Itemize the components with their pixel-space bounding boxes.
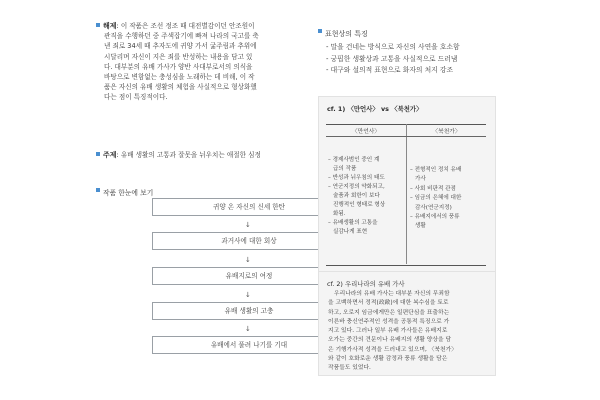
table-cell-line: – 유배지에서의 풍류 [410,214,460,221]
table-cell-line: – 사회 비판적 관점 [410,185,456,192]
down-arrow-icon: ↓ [245,256,251,264]
flow-step: 귀양 온 자신의 신세 한탄 [152,198,346,216]
paragraph-line: 을 고백하면서 정적(政敵)에 대한 복수심을 토로 [328,300,449,307]
summary-paragraph [96,21,306,103]
table-cell-line: 술품과 회한이 보다 [333,193,380,199]
table-cell-line: – 반성과 뉘우침의 태도 [328,175,385,181]
table-cell-line: 진행적인 형태로 형상 [333,202,386,208]
summary-line: 관직을 수행하던 중 주색잡기에 빠져 나라의 국고를 축 [104,32,259,41]
table-cell-line: 생활 [415,223,426,230]
paragraph-line: 지고 있다. 그러나 일부 유배 가사들은 유배지로 [328,328,448,335]
paragraph-line: 이른바 충신연주적인 성격을 공통적 특징으로 가 [328,318,450,325]
features-title: 표현상의 특징 [325,30,368,38]
table-cell-line: 화됨. [333,211,346,217]
theme-section [96,150,316,160]
table-cell-line: 실감나게 표현 [333,229,368,235]
flow-step: 유배 생활의 고충 [152,302,346,320]
flow-step: 과거사에 대한 회상 [152,232,346,250]
down-arrow-icon: ↓ [245,291,251,299]
flow-title: 작품 한눈에 보기 [103,189,154,197]
feature-item: - 말을 건네는 방식으로 자신의 사연을 호소함 [326,43,460,51]
table-cell-line: 감사(연군지정) [415,204,452,211]
table-cell-line: – 유배생활의 고통을 [328,220,378,226]
summary-line: 다. 대부분의 유배 가사가 양반 사대부로서의 의식을 [104,62,253,71]
exile-gasa-paragraph [328,290,492,374]
summary-line: : 이 작품은 조선 정조 때 대전별감이던 안조원이 [116,22,255,30]
manonsa-column [328,156,406,237]
paragraph-line: 오가는 중간의 견문이나 유배지의 생활 양상을 담 [328,337,452,344]
table-cell-line: – 임금의 은혜에 대한 [410,195,462,202]
table-cell-line: – 전형적인 정치 유배 [410,167,462,173]
paragraph-line: 은 기행가사적 성격을 드러내고 있으며, 〈북천가〉 [328,346,458,353]
summary-line: 품은 자신의 유배 생활의 체험을 사실적으로 형상화했 [104,83,257,92]
summary-line: 다는 점이 특징적이다. [104,93,168,102]
exile-gasa-title: cf. 2) 우리나라의 유배 가사 [327,280,405,288]
paragraph-line: 와 같이 호화로운 생활 감정과 풍류 생활을 담은 [328,356,448,363]
bullet-square-icon [318,29,322,33]
paragraph-line: 작품들도 있었다. [328,365,371,372]
theme-title: 주제 [103,151,117,159]
table-header-rule [326,136,486,137]
paragraph-line: 하고, 오로지 임금에게만은 일편단심을 표출하는 [328,309,450,316]
summary-line: 낸 죄로 34세 때 추자도에 귀양 가서 굶주림과 추위에 [104,42,257,51]
down-arrow-icon: ↓ [245,325,251,333]
summary-line: 시달리며 자신이 지은 죄를 반성하는 내용을 담고 있 [104,52,253,61]
table-header-manonsa: 〈만언사〉 [351,129,381,135]
table-cell-line: 급의 작품 [333,166,357,172]
bullet-square-icon [96,23,100,27]
flow-section-header [96,180,153,199]
features-section [318,21,508,77]
summary-line: 바탕으로 변함없는 충성심을 노래하는 데 비해, 이 작 [104,73,255,82]
table-divider [406,124,407,264]
table-cell-line: 가사 [415,176,426,183]
paragraph-line: 우리나라의 유배 가사는 대부분 자신의 무죄함 [334,291,450,297]
bukcheonga-column [410,166,486,232]
table-cell-line: – 경제사범인 중인 계 [328,157,380,163]
table-header-bukcheonga: 〈북천가〉 [432,129,461,135]
flow-step: 유배에서 풀려 나기를 기대 [152,336,346,354]
feature-item: - 궁핍한 생활상과 고통을 사실적으로 드러냄 [326,54,458,63]
feature-item: - 대구와 설의적 표현으로 화자의 처지 강조 [326,66,454,74]
down-arrow-icon: ↓ [245,221,251,229]
table-cell-line: – 연군지정의 약화되고, [328,184,385,190]
summary-title: 해제 [103,22,117,30]
comparison-title: cf. 1) 〈만언사〉 vs 〈북천가〉 [327,105,423,113]
flow-step: 유배지로의 여정 [152,267,346,285]
bullet-square-icon [96,188,100,192]
theme-text: : 유배 생활의 고통과 잘못을 뉘우치는 애절한 심정 [116,151,261,159]
bullet-square-icon [96,152,100,156]
summary-section [96,21,306,103]
